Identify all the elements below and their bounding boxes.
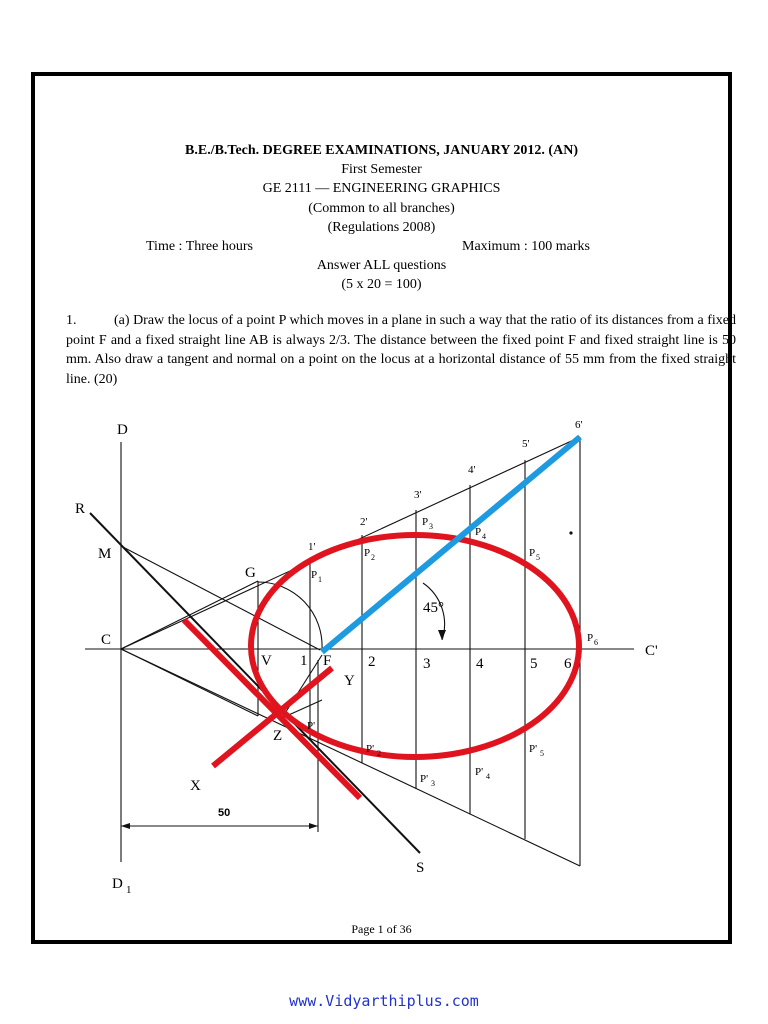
label-q4: P'	[475, 766, 484, 778]
dot-mark	[569, 531, 572, 534]
label-q4-sub: 4	[486, 772, 490, 781]
label-c-prime: C'	[645, 643, 658, 659]
label-4-prime: 4'	[468, 464, 476, 476]
label-2: 2	[368, 654, 376, 670]
label-d: D	[117, 422, 128, 438]
label-p1: P	[311, 569, 318, 581]
label-p6: P	[587, 632, 594, 644]
dimension-arrow-left-icon	[121, 823, 130, 829]
exam-title: B.E./B.Tech. DEGREE EXAMINATIONS, JANUARY 2012. (AN)	[185, 143, 578, 158]
label-p4: P	[475, 526, 482, 538]
red-tangent-line	[184, 620, 360, 798]
label-2-prime: 2'	[360, 516, 368, 528]
label-m: M	[98, 546, 112, 562]
locus-ellipse	[251, 535, 579, 757]
label-p3: P	[422, 516, 429, 528]
label-q2: P'	[366, 743, 375, 755]
label-s: S	[416, 860, 425, 876]
label-p4-sub: 4	[482, 532, 486, 541]
footer-site-link[interactable]: www.Vidyarthiplus.com	[289, 992, 479, 1010]
exam-regulations: (Regulations 2008)	[327, 219, 436, 235]
exam-instruction: Answer ALL questions	[316, 258, 447, 274]
label-p5: P	[529, 547, 536, 559]
label-p6-sub: 6	[594, 638, 598, 647]
label-x: X	[190, 778, 201, 794]
label-5: 5	[530, 656, 538, 672]
label-p1-sub: 1	[318, 575, 322, 584]
label-5-prime: 5'	[522, 438, 530, 450]
exam-marks-formula: (5 x 20 = 100)	[341, 277, 422, 293]
label-3: 3	[423, 656, 431, 672]
label-6: 6	[564, 656, 572, 672]
construction-lines	[85, 437, 634, 866]
blue-tangent-line	[322, 437, 580, 652]
label-dimension: 50	[218, 807, 231, 819]
exam-semester: First Semester	[341, 162, 422, 178]
c-lower-line	[121, 649, 258, 716]
label-z: Z	[273, 728, 283, 744]
label-p2-sub: 2	[371, 553, 375, 562]
label-4: 4	[476, 656, 484, 672]
label-1: 1	[300, 653, 308, 669]
question-text: (a) Draw the locus of a point P which moves in a plane in such a way that the ratio of its distances from a fixed point F and a fixed straight line AB is always 2/3. The distance between the fixed point F and fixed straight line is 50 mm. Also draw a tangent and normal on a point on the locus at a horizontal distance of 55 mm from the fixed straight line. (20)	[66, 313, 736, 387]
label-v: V	[261, 653, 272, 669]
label-q3: P'	[420, 773, 429, 785]
label-q5-sub: 5	[540, 749, 544, 758]
label-p5-sub: 5	[536, 553, 540, 562]
label-1-prime: 1'	[308, 541, 316, 553]
label-q2-sub: 2	[377, 749, 381, 758]
page-number: Page 1 of 36	[351, 922, 412, 936]
label-d1: D	[112, 876, 123, 892]
label-g: G	[245, 565, 256, 581]
label-6-prime: 6'	[575, 419, 583, 431]
label-r: R	[75, 501, 86, 517]
exam-time: Time : Three hours	[146, 239, 253, 255]
exam-max-marks: Maximum : 100 marks	[462, 239, 590, 255]
label-angle: 45°	[423, 600, 444, 616]
label-q3-sub: 3	[431, 779, 435, 788]
question-number: 1.	[66, 313, 77, 328]
exam-common: (Common to all branches)	[308, 200, 455, 216]
label-y: Y	[344, 673, 355, 689]
label-3-prime: 3'	[414, 489, 422, 501]
angle-arrow-icon	[438, 630, 446, 640]
label-f: F	[323, 653, 332, 669]
label-q1: P'	[307, 720, 316, 732]
construction-arc	[258, 582, 322, 649]
dimension-arrow-right-icon	[309, 823, 318, 829]
label-c: C	[101, 632, 112, 648]
label-p3-sub: 3	[429, 522, 433, 531]
label-d1-sub: 1	[126, 884, 132, 896]
label-p2: P	[364, 547, 371, 559]
tangent-line-rs	[90, 513, 420, 853]
label-q5: P'	[529, 743, 538, 755]
exam-subject: GE 2111 — ENGINEERING GRAPHICS	[262, 181, 501, 197]
